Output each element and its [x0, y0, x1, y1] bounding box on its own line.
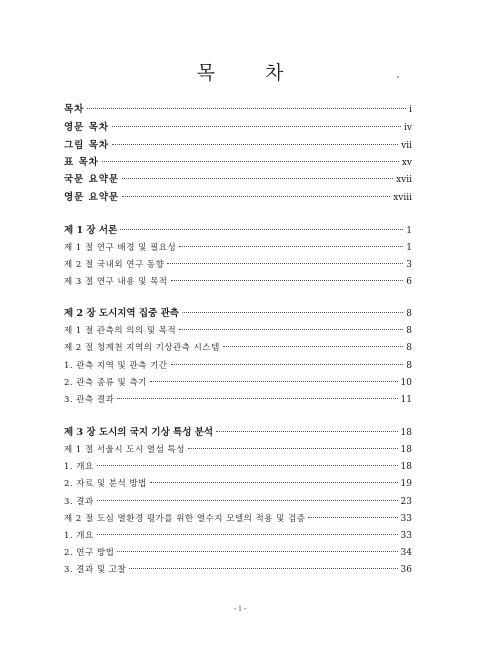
toc-entry-page: 1: [406, 243, 412, 253]
toc-chapter-entry[interactable]: [64, 427, 412, 439]
toc-entry-label: 1. 관측 지역 및 관측 기간: [64, 361, 168, 371]
toc-section-entry[interactable]: [64, 513, 412, 525]
toc-front-entry[interactable]: [64, 174, 412, 186]
dot-leader: [179, 329, 403, 330]
toc-entry-label: 2. 연구 방법: [64, 548, 115, 558]
toc-entry-label: 제 2 장 도시지역 집중 관측: [64, 308, 179, 319]
toc-front-entry[interactable]: [64, 140, 412, 152]
toc-entry-page: 34: [400, 548, 412, 558]
toc-entry-label: 제 1 절 연구 배경 및 필요성: [64, 243, 177, 253]
dot-leader: [87, 108, 406, 109]
toc-entry-label: 영문 요약문: [64, 192, 120, 203]
scan-speck: [397, 76, 399, 78]
toc-entry-label: 그림 목차: [64, 140, 110, 151]
toc-section-entry[interactable]: [64, 564, 412, 576]
toc-section-entry[interactable]: [64, 547, 412, 559]
toc-entry-page: 18: [400, 428, 412, 438]
toc-entry-page: 11: [400, 395, 412, 405]
toc-section-entry[interactable]: [64, 276, 412, 288]
toc-entry-page: 1: [406, 226, 412, 236]
toc-entry-label: 제 3 장 도시의 국지 기상 특성 분석: [64, 427, 214, 438]
toc-entry-page: 6: [406, 277, 412, 287]
toc-entry-label: 2. 자료 및 분석 방법: [64, 479, 147, 489]
toc-section-entry[interactable]: [64, 444, 412, 456]
toc-entry-label: 3. 관측 결과: [64, 395, 115, 405]
toc-entry-page: 36: [400, 565, 412, 575]
toc-entry-page: 18: [400, 462, 412, 472]
page-title: 목 차: [196, 62, 306, 84]
toc-entry-page: vii: [401, 141, 412, 151]
toc-entry-label: 국문 요약문: [64, 174, 120, 185]
toc-section-entry[interactable]: [64, 478, 412, 490]
toc-entry-label: 영문 목차: [64, 122, 110, 133]
toc-entry-page: xviii: [393, 193, 412, 203]
dot-leader: [117, 551, 397, 552]
dot-leader: [216, 431, 397, 432]
dot-leader: [150, 482, 398, 483]
toc-entry-label: 제 2 절 국내외 연구 동향: [64, 260, 165, 270]
toc-section-entry[interactable]: [64, 259, 412, 271]
toc-entry-page: 33: [400, 514, 412, 524]
toc-front-entry[interactable]: [64, 192, 412, 204]
toc-front-entry[interactable]: [64, 122, 412, 134]
toc-front-entry[interactable]: [64, 157, 412, 169]
toc-entry-label: 제 1 절 서울시 도시 열섬 특성: [64, 445, 185, 455]
dot-leader: [97, 500, 398, 501]
dot-leader: [179, 246, 403, 247]
dot-leader: [102, 161, 399, 162]
toc-chapter-entry[interactable]: [64, 225, 412, 237]
dot-leader: [122, 178, 393, 179]
toc-entry-label: 제 1 절 관측의 의의 및 목적: [64, 326, 177, 336]
dot-leader: [112, 144, 398, 145]
toc-entry-page: 3: [406, 260, 412, 270]
dot-leader: [171, 280, 404, 281]
dot-leader: [122, 196, 390, 197]
dot-leader: [171, 364, 404, 365]
toc-entry-label: 3. 결과 및 고찰: [64, 565, 127, 575]
dot-leader: [97, 534, 398, 535]
toc-entry-label: 1. 개요: [64, 531, 94, 541]
dot-leader: [182, 312, 403, 313]
dot-leader: [120, 229, 403, 230]
toc-entry-label: 제 2 절 청계천 지역의 기상관측 시스템: [64, 343, 220, 353]
toc-section-entry[interactable]: [64, 377, 412, 389]
toc-entry-label: 목차: [64, 104, 85, 115]
toc-section-entry[interactable]: [64, 394, 412, 406]
toc-entry-page: 33: [400, 531, 412, 541]
dot-leader: [223, 346, 403, 347]
dot-leader: [150, 381, 398, 382]
toc-entry-label: 제 2 절 도심 열환경 평가를 위한 열수지 모델의 적용 및 검증: [64, 514, 306, 524]
toc-entry-page: 18: [400, 445, 412, 455]
toc-front-entry[interactable]: [64, 104, 412, 116]
toc-entry-page: 8: [406, 309, 412, 319]
dot-leader: [308, 517, 397, 518]
toc-entry-label: 제 1 장 서론: [64, 225, 118, 236]
toc-entry-page: 10: [400, 378, 412, 388]
toc-section-entry[interactable]: [64, 360, 412, 372]
toc-entry-label: 제 3 절 연구 내용 및 목적: [64, 277, 168, 287]
toc-entry-label: 2. 관측 종류 및 측기: [64, 378, 147, 388]
toc-entry-page: 8: [406, 361, 412, 371]
dot-leader: [112, 126, 401, 127]
toc-section-entry[interactable]: [64, 342, 412, 354]
page-number-footer: - i -: [233, 604, 247, 613]
toc-entry-page: xv: [401, 158, 412, 168]
toc-entry-label: 3. 결과: [64, 497, 94, 507]
toc-entry-page: 19: [400, 479, 412, 489]
toc-entry-page: 8: [406, 326, 412, 336]
toc-section-entry[interactable]: [64, 461, 412, 473]
dot-leader: [167, 263, 403, 264]
dot-leader: [97, 465, 398, 466]
toc-entry-page: iv: [404, 123, 412, 133]
toc-entry-page: 23: [400, 497, 412, 507]
toc-section-entry[interactable]: [64, 325, 412, 337]
dot-leader: [117, 398, 397, 399]
toc-entry-label: 1. 개요: [64, 462, 94, 472]
toc-entry-page: xvii: [396, 175, 412, 185]
toc-section-entry[interactable]: [64, 530, 412, 542]
dot-leader: [188, 448, 398, 449]
toc-entry-page: i: [409, 105, 412, 115]
toc-entry-label: 표 목차: [64, 157, 99, 168]
toc-section-entry[interactable]: [64, 242, 412, 254]
toc-chapter-entry[interactable]: [64, 308, 412, 320]
dot-leader: [129, 568, 397, 569]
toc-section-entry[interactable]: [64, 496, 412, 508]
toc-entry-page: 8: [406, 343, 412, 353]
